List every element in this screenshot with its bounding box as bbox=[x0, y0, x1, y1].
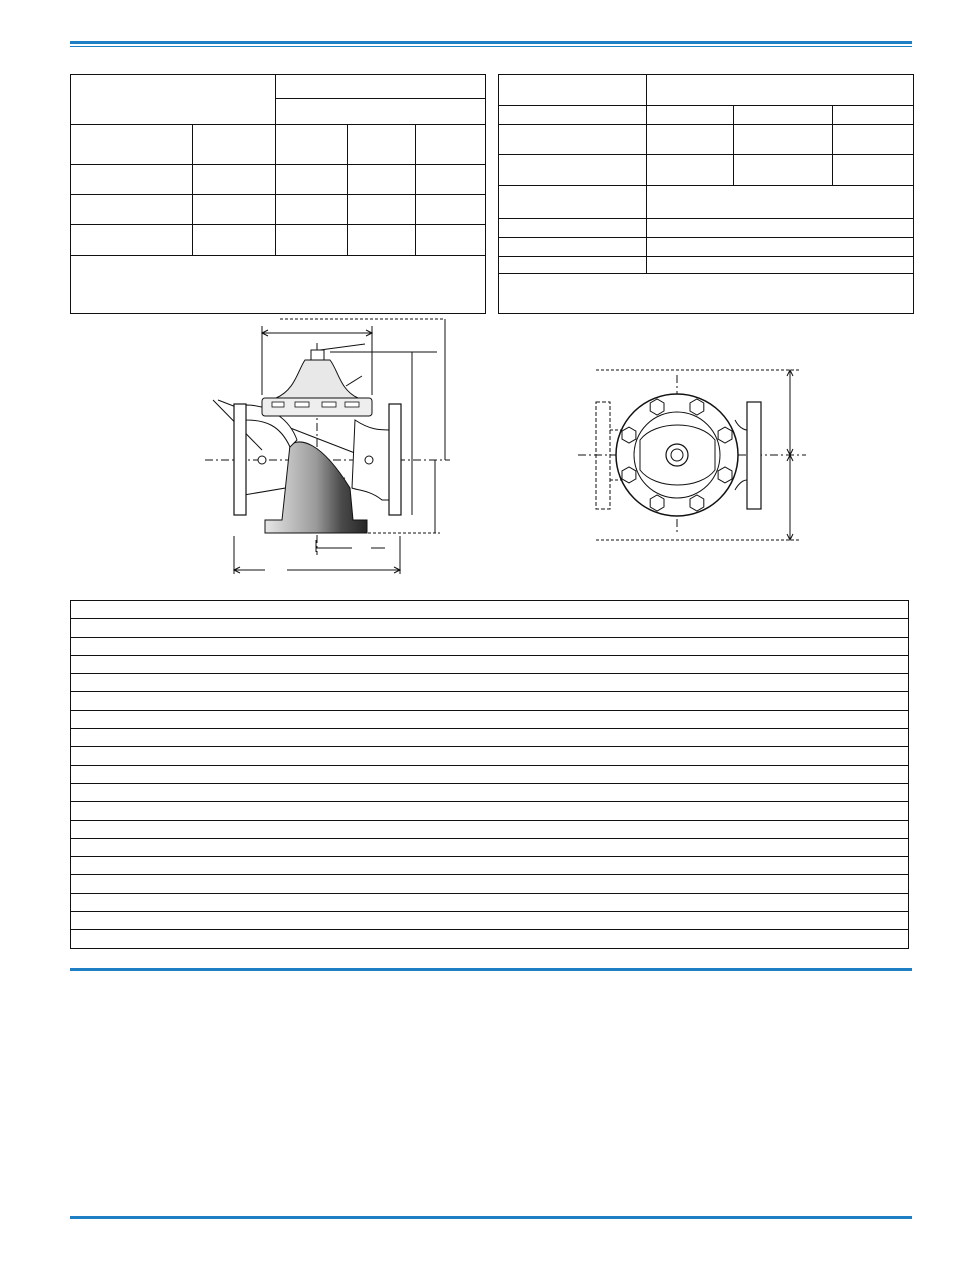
table-cell bbox=[193, 195, 276, 225]
table-cell bbox=[833, 106, 914, 125]
table-cell bbox=[647, 125, 734, 155]
header-rule bbox=[70, 41, 912, 44]
table-cell bbox=[647, 106, 734, 125]
table-cell bbox=[71, 692, 909, 710]
bolt-hex bbox=[650, 495, 664, 511]
bolt-hex bbox=[622, 427, 636, 443]
table-row bbox=[71, 655, 909, 673]
table-cell bbox=[71, 674, 909, 692]
dimension-table bbox=[70, 74, 486, 314]
table-header-cell bbox=[71, 75, 276, 125]
table-row bbox=[71, 893, 909, 911]
table-cell bbox=[71, 165, 193, 195]
table-cell bbox=[734, 155, 833, 186]
table-cell bbox=[71, 729, 909, 747]
table-row bbox=[71, 838, 909, 856]
table-row bbox=[71, 783, 909, 801]
table-row bbox=[71, 692, 909, 710]
table-cell bbox=[71, 619, 909, 637]
table-row bbox=[71, 875, 909, 893]
table-note bbox=[71, 256, 486, 314]
table-cell bbox=[647, 238, 914, 257]
table-cell bbox=[193, 165, 276, 195]
table-cell bbox=[647, 257, 914, 274]
table-row bbox=[71, 930, 909, 948]
table-cell bbox=[499, 238, 647, 257]
table-cell bbox=[499, 257, 647, 274]
table-cell bbox=[71, 820, 909, 838]
bolt-hex bbox=[690, 495, 704, 511]
table-cell bbox=[71, 655, 909, 673]
table-cell bbox=[499, 125, 647, 155]
table-row bbox=[71, 765, 909, 783]
table-cell bbox=[71, 930, 909, 948]
table-cell bbox=[416, 225, 486, 256]
table-cell bbox=[193, 225, 276, 256]
side-elevation-drawing bbox=[195, 315, 465, 580]
table-row bbox=[71, 857, 909, 875]
table-note bbox=[499, 274, 914, 314]
table-cell bbox=[499, 106, 647, 125]
table-row bbox=[71, 802, 909, 820]
table-cell bbox=[71, 125, 193, 165]
table-header-cell bbox=[647, 75, 914, 106]
bolt-hex bbox=[718, 467, 732, 483]
table-cell bbox=[833, 125, 914, 155]
table-cell bbox=[71, 893, 909, 911]
table-cell bbox=[647, 186, 914, 219]
parts-list-table bbox=[70, 600, 909, 949]
table-cell bbox=[499, 155, 647, 186]
table-cell bbox=[71, 601, 909, 619]
table-cell bbox=[499, 219, 647, 238]
table-cell bbox=[348, 125, 416, 165]
table-cell bbox=[276, 225, 348, 256]
table-cell bbox=[416, 125, 486, 165]
bolt-hex bbox=[650, 399, 664, 415]
table-cell bbox=[71, 195, 193, 225]
table-cell bbox=[71, 747, 909, 765]
table-cell bbox=[71, 765, 909, 783]
table-cell bbox=[734, 125, 833, 155]
table-cell bbox=[348, 195, 416, 225]
table-row bbox=[71, 601, 909, 619]
table-header-cell bbox=[276, 75, 486, 99]
table-cell bbox=[276, 195, 348, 225]
table-cell bbox=[276, 125, 348, 165]
table-cell bbox=[348, 225, 416, 256]
table-cell bbox=[71, 912, 909, 930]
table-cell bbox=[71, 857, 909, 875]
section-rule bbox=[70, 968, 912, 971]
table-row bbox=[71, 710, 909, 728]
table-cell bbox=[833, 155, 914, 186]
header-rule-thin bbox=[70, 46, 912, 47]
table-cell bbox=[71, 783, 909, 801]
table-row bbox=[71, 747, 909, 765]
table-cell bbox=[348, 165, 416, 195]
table-cell bbox=[734, 106, 833, 125]
table-row bbox=[71, 729, 909, 747]
footer-rule bbox=[70, 1216, 912, 1219]
table-cell bbox=[416, 195, 486, 225]
table-cell bbox=[276, 165, 348, 195]
table-row bbox=[71, 912, 909, 930]
table-cell bbox=[71, 802, 909, 820]
table-cell bbox=[416, 165, 486, 195]
table-row bbox=[71, 637, 909, 655]
table-cell bbox=[499, 186, 647, 219]
spec-table bbox=[498, 74, 914, 314]
table-row bbox=[71, 674, 909, 692]
table-row bbox=[71, 820, 909, 838]
bolt-hex bbox=[718, 427, 732, 443]
table-cell bbox=[71, 710, 909, 728]
table-header-cell bbox=[276, 99, 486, 125]
table-cell bbox=[71, 838, 909, 856]
table-row bbox=[71, 619, 909, 637]
table-cell bbox=[647, 155, 734, 186]
table-cell bbox=[71, 637, 909, 655]
table-cell bbox=[71, 875, 909, 893]
table-header-cell bbox=[499, 75, 647, 106]
table-cell bbox=[71, 225, 193, 256]
table-cell bbox=[647, 219, 914, 238]
table-cell bbox=[193, 125, 276, 165]
bolt-hex bbox=[690, 399, 704, 415]
end-elevation-drawing bbox=[572, 365, 812, 545]
bolt-hex bbox=[622, 467, 636, 483]
